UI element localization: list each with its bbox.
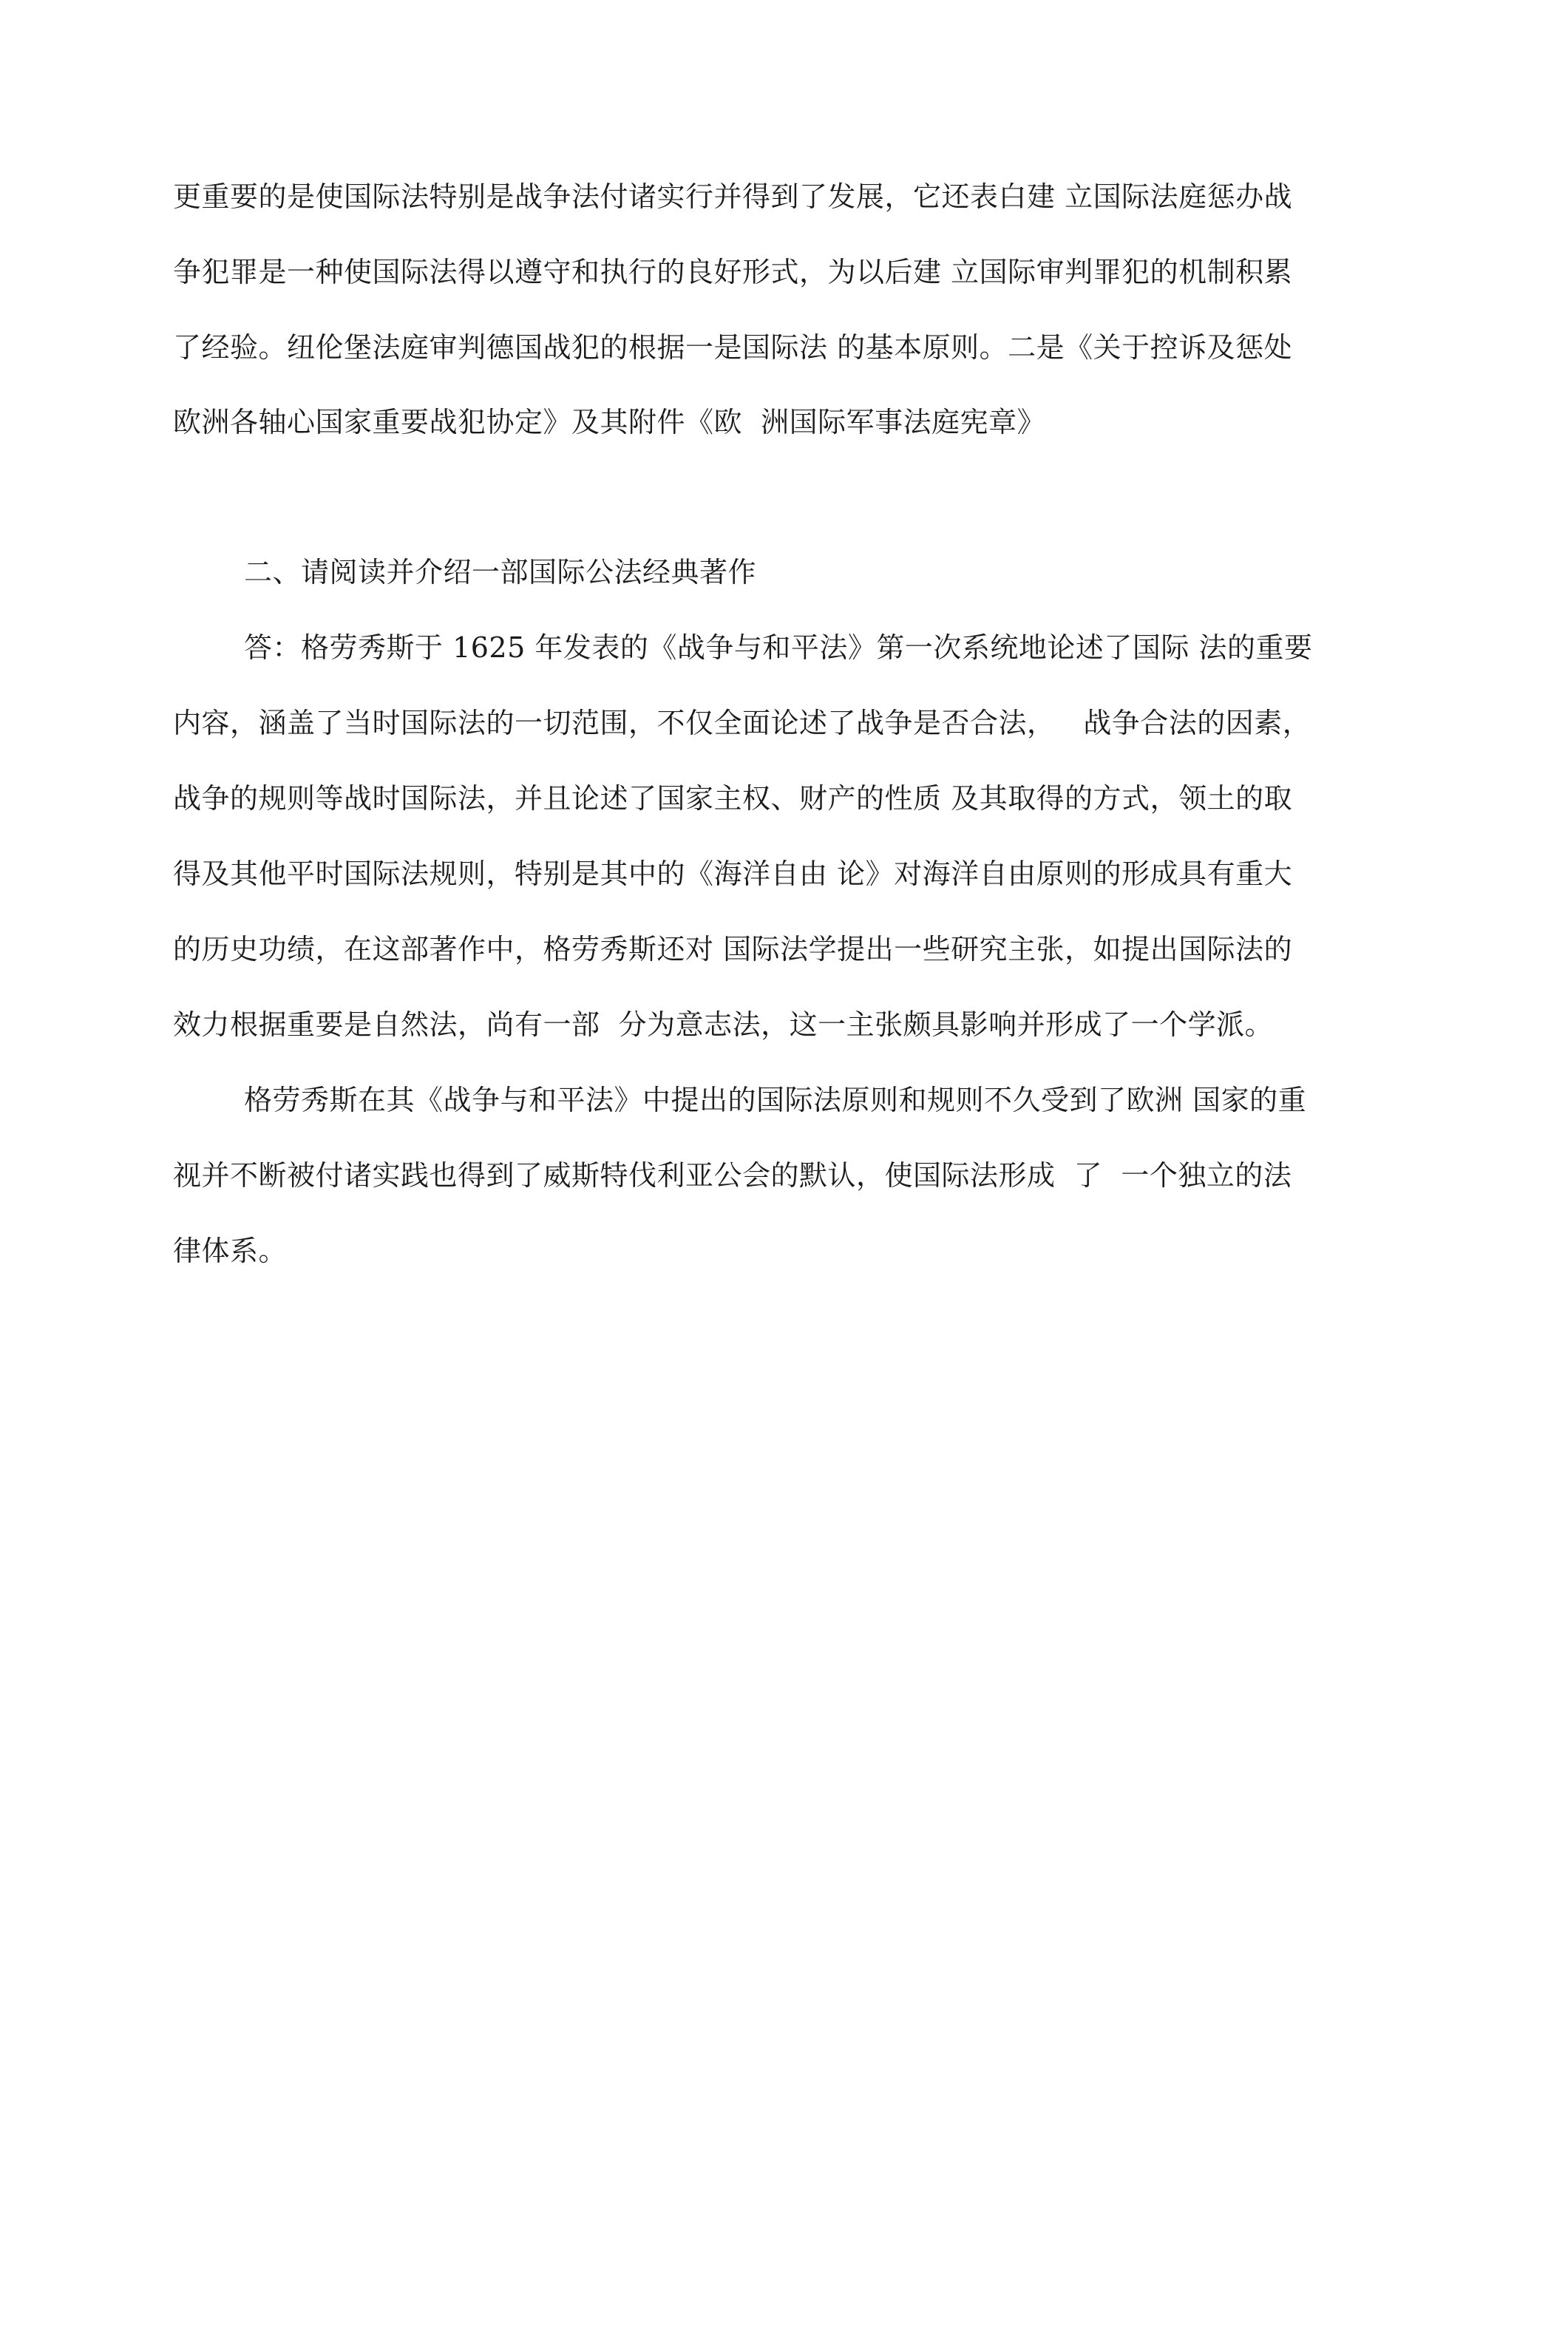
section-heading: 二、请阅读并介绍一部国际公法经典著作 bbox=[244, 556, 757, 588]
answer-line-5: 的历史功绩，在这部著作中，格劳秀斯还对 国际法学提出一些研究主张，如提出国际法的 bbox=[173, 933, 1293, 965]
paragraph-3-line-2: 视并不断被付诸实践也得到了威斯特伐利亚公会的默认，使国际法形成 了 一个独立的法 bbox=[173, 1159, 1292, 1192]
answer-line-6: 效力根据重要是自然法，尚有一部 分为意志法，这一主张颇具影响并形成了一个学派。 bbox=[173, 1008, 1274, 1041]
paragraph-3-line-3: 律体系。 bbox=[173, 1235, 288, 1267]
paragraph-1-line-2: 争犯罪是一种使国际法得以遵守和执行的良好形式，为以后建 立国际审判罪犯的机制积累 bbox=[173, 256, 1293, 288]
answer-line-2: 内容，涵盖了当时国际法的一切范围，不仅全面论述了战争是否合法， 战争合法的因素， bbox=[173, 707, 1311, 739]
paragraph-1-line-1: 更重要的是使国际法特别是战争法付诸实行并得到了发展，它还表白建 立国际法庭惩办战 bbox=[173, 180, 1293, 213]
answer-line-4: 得及其他平时国际法规则，特别是其中的《海洋自由 论》对海洋自由原则的形成具有重大 bbox=[173, 858, 1293, 890]
answer-line-3: 战争的规则等战时国际法，并且论述了国家主权、财产的性质 及其取得的方式，领土的取 bbox=[173, 782, 1293, 815]
paragraph-3-line-1: 格劳秀斯在其《战争与和平法》中提出的国际法原则和规则不久受到了欧洲 国家的重 bbox=[244, 1084, 1307, 1116]
paragraph-1-line-3: 了经验。纽伦堡法庭审判德国战犯的根据一是国际法 的基本原则。二是《关于控诉及惩处 bbox=[173, 331, 1293, 364]
paragraph-1-line-4: 欧洲各轴心国家重要战犯协定》及其附件《欧 洲国际军事法庭宪章》 bbox=[173, 406, 1046, 438]
answer-line-1: 答：格劳秀斯于 1625 年发表的《战争与和平法》第一次系统地论述了国际 法的重要 bbox=[244, 631, 1313, 664]
